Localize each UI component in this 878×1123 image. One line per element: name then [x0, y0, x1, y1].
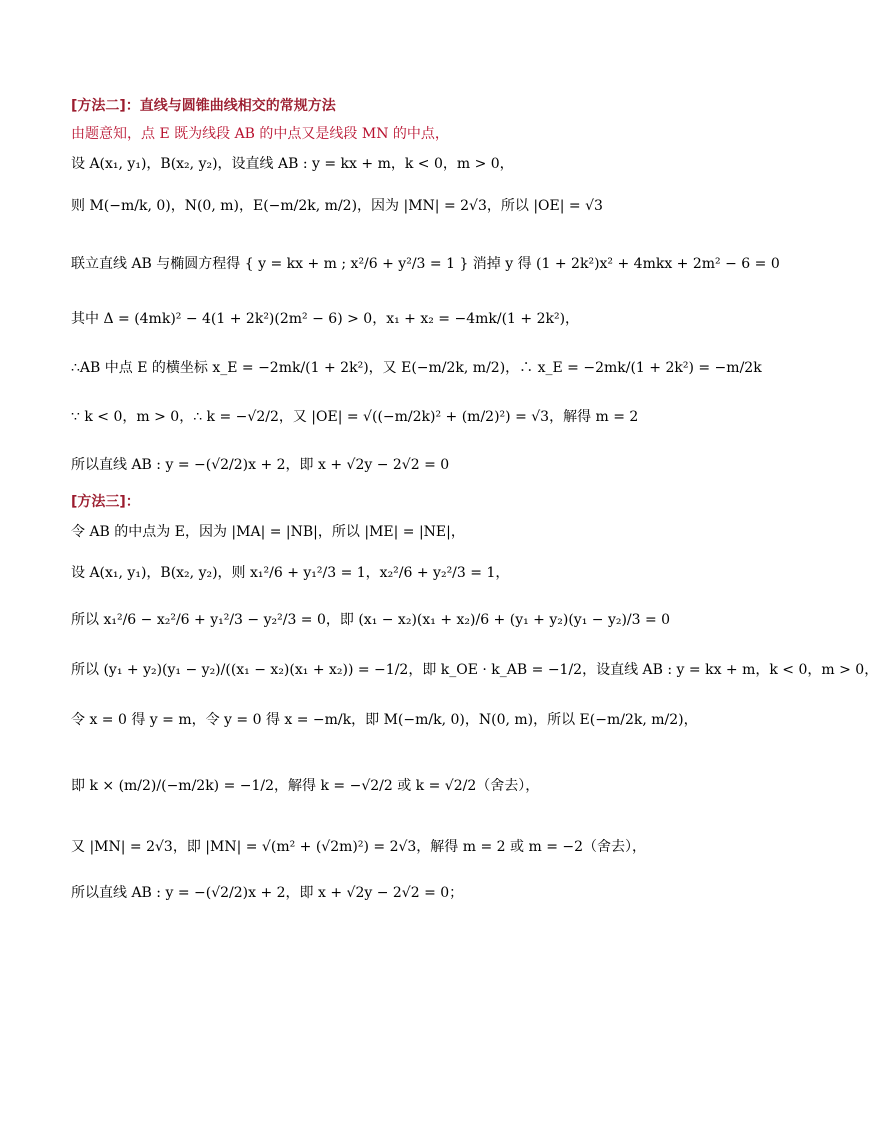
m3-line-2: 设 A(x₁, y₁)，B(x₂, y₂)，则 x₁²/6 + y₁²/3 = 1，x₂²/6 + y₂²/3 = 1， — [71, 565, 510, 581]
method2-heading: [方法二]：直线与圆锥曲线相交的常规方法 — [71, 98, 336, 114]
m2-line-4: 联立直线 AB 与椭圆方程得 { y = kx + m ; x²/6 + y²/3 = 1 } 消掉 y 得 (1 + 2k²)x² + 4mkx + 2m² − 6 = 0 — [71, 256, 780, 272]
m3-line-8: 所以直线 AB : y = −(√2/2)x + 2，即 x + √2y − 2√2 = 0； — [71, 885, 464, 901]
m3-line-3: 所以 x₁²/6 − x₂²/6 + y₁²/3 − y₂²/3 = 0，即 (x₁ − x₂)(x₁ + x₂)/6 + (y₁ + y₂)(y₁ − y₂)/3 = 0 — [71, 612, 671, 628]
m2-line-8: 所以直线 AB : y = −(√2/2)x + 2，即 x + √2y − 2√2 = 0 — [71, 457, 450, 473]
m3-line-1: 令 AB 的中点为 E，因为 |MA| = |NB|，所以 |ME| = |NE|， — [71, 524, 465, 540]
m2-line-3: 则 M(−m/k, 0)，N(0, m)，E(−m/2k, m/2)，因为 |MN| = 2√3，所以 |OE| = √3 — [71, 198, 603, 214]
m2-line-2: 设 A(x₁, y₁)，B(x₂, y₂)，设直线 AB : y = kx + m，k < 0，m > 0， — [71, 156, 514, 172]
m2-line-6: ∴AB 中点 E 的横坐标 x_E = −2mk/(1 + 2k²)，又 E(−m/2k, m/2)，∴ x_E = −2mk/(1 + 2k²) = −m/2k — [71, 360, 762, 376]
m3-line-5: 令 x = 0 得 y = m，令 y = 0 得 x = −m/k，即 M(−m/k, 0)，N(0, m)，所以 E(−m/2k, m/2)， — [71, 712, 698, 728]
m2-line-5: 其中 Δ = (4mk)² − 4(1 + 2k²)(2m² − 6) > 0，x₁ + x₂ = −4mk/(1 + 2k²)， — [71, 311, 580, 327]
method3-heading: [方法三]： — [71, 494, 140, 510]
m3-line-7: 又 |MN| = 2√3，即 |MN| = √(m² + (√2m)²) = 2√3，解得 m = 2 或 m = −2（舍去）， — [71, 839, 647, 855]
m3-line-4: 所以 (y₁ + y₂)(y₁ − y₂)/((x₁ − x₂)(x₁ + x₂)) = −1/2，即 k_OE · k_AB = −1/2，设直线 AB : y = kx + m，k < 0，m > 0， — [71, 662, 878, 678]
m3-line-6: 即 k × (m/2)/(−m/2k) = −1/2，解得 k = −√2/2 或 k = √2/2（舍去）， — [71, 778, 540, 794]
m2-line-1: 由题意知，点 E 既为线段 AB 的中点又是线段 MN 的中点， — [71, 126, 449, 142]
m2-line-7: ∵ k < 0，m > 0，∴ k = −√2/2，又 |OE| = √((−m/2k)² + (m/2)²) = √3，解得 m = 2 — [71, 409, 639, 425]
